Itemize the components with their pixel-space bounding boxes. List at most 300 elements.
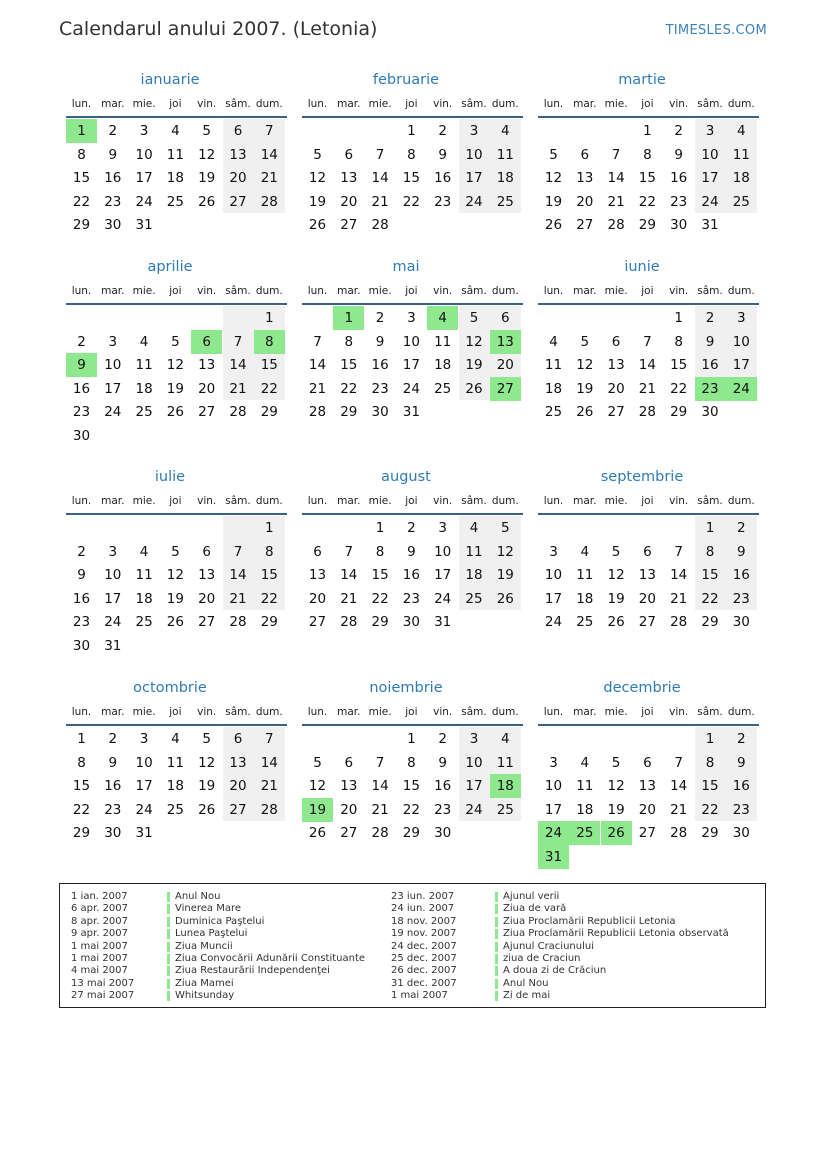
holiday-day-cell: 26 — [601, 821, 632, 845]
day-cell: 10 — [544, 567, 563, 584]
legend-holiday-name: Ziua Restaurării Independenţei — [175, 965, 330, 977]
day-cell: 21 — [670, 590, 688, 607]
day-cell: 3 — [108, 543, 118, 560]
holiday-day-cell: 23 — [695, 377, 726, 401]
day-cell: 3 — [705, 123, 715, 139]
weekday-label: mar. — [101, 706, 125, 718]
legend-holiday-name: Anul Nou — [175, 891, 221, 902]
legend-holiday-name: Duminica Paştelui — [175, 915, 265, 927]
day-cell: 21 — [229, 380, 247, 397]
day-cell: 4 — [549, 333, 558, 350]
holiday-day-cell: 24 — [726, 377, 757, 401]
day-cell: 10 — [465, 754, 483, 771]
day-cell: 9 — [375, 333, 385, 350]
day-cell: 15 — [72, 170, 91, 187]
day-cell: 7 — [344, 543, 354, 560]
day-cell: 1 — [407, 123, 416, 139]
day-cell: 15 — [260, 357, 278, 374]
day-cell: 6 — [202, 543, 211, 560]
day-cell: 26 — [465, 380, 483, 397]
day-cell: 17 — [544, 590, 563, 607]
weekday-label: dum. — [727, 98, 755, 110]
day-cell: 14 — [229, 357, 247, 374]
day-cell: 10 — [544, 778, 563, 795]
day-cell: 11 — [496, 146, 514, 163]
weekday-label: lun. — [543, 285, 564, 297]
legend-holiday-name: Ziua de vară — [503, 903, 567, 915]
day-cell: 7 — [265, 731, 274, 747]
day-cell: 3 — [108, 333, 118, 350]
day-cell: 4 — [501, 123, 510, 139]
day-cell: 10 — [135, 146, 153, 163]
day-cell: 6 — [233, 731, 243, 747]
day-cell: 18 — [496, 170, 514, 187]
day-cell: 10 — [732, 333, 750, 350]
day-cell: 10 — [104, 357, 122, 374]
day-cell: 23 — [72, 404, 91, 421]
day-cell: 17 — [732, 357, 750, 374]
day-cell: 11 — [576, 778, 594, 795]
day-cell: 30 — [371, 404, 389, 421]
day-cell: 17 — [135, 170, 153, 187]
day-cell: 10 — [701, 146, 719, 163]
day-cell: 23 — [104, 193, 122, 210]
month-header-rule — [302, 303, 523, 305]
weekday-label: vin. — [433, 285, 453, 297]
day-cell: 12 — [607, 778, 625, 795]
month-header-rule — [302, 513, 523, 515]
month-martie — [531, 72, 753, 262]
day-cell: 9 — [108, 146, 118, 163]
day-cell: 22 — [260, 380, 278, 397]
legend-date: 25 dec. 2007 — [391, 952, 457, 964]
weekday-label: mie. — [368, 706, 392, 718]
weekday-label: joi — [641, 285, 654, 297]
day-cell: 9 — [407, 543, 416, 560]
day-cell: 23 — [670, 193, 688, 210]
day-cell: 16 — [371, 357, 389, 374]
day-cell: 28 — [670, 614, 688, 631]
weekday-label: joi — [169, 98, 182, 110]
day-cell: 27 — [198, 614, 216, 631]
day-cell: 25 — [732, 193, 750, 210]
day-cell: 25 — [544, 404, 563, 421]
day-cell: 29 — [371, 614, 389, 631]
day-cell: 15 — [402, 778, 420, 795]
day-cell: 16 — [104, 170, 122, 187]
day-cell: 27 — [638, 825, 656, 842]
day-cell: 31 — [104, 638, 122, 654]
day-cell: 24 — [402, 380, 420, 397]
weekday-label: vin. — [669, 285, 689, 297]
holiday-legend — [59, 883, 766, 1008]
holiday-color-marker — [495, 904, 498, 914]
day-cell: 29 — [72, 217, 91, 234]
legend-date: 26 dec. 2007 — [391, 965, 457, 977]
weekday-label: dum. — [255, 495, 283, 507]
day-cell: 21 — [371, 193, 389, 210]
day-cell: 13 — [638, 778, 656, 795]
holiday-day-cell: 4 — [427, 306, 458, 330]
day-cell: 14 — [260, 754, 278, 771]
weekday-label: sâm. — [225, 706, 251, 718]
day-cell: 22 — [72, 193, 91, 210]
day-cell: 17 — [402, 357, 420, 374]
day-cell: 16 — [434, 778, 452, 795]
day-cell: 13 — [198, 357, 216, 374]
day-cell: 29 — [402, 825, 420, 842]
brand-link[interactable]: TIMESLES.COM — [665, 23, 767, 38]
day-cell: 1 — [674, 310, 683, 326]
day-cell: 2 — [737, 731, 746, 747]
day-cell: 20 — [576, 193, 594, 210]
day-cell: 7 — [233, 333, 243, 350]
day-cell: 3 — [407, 310, 416, 326]
weekday-label: sâm. — [697, 706, 723, 718]
day-cell: 8 — [344, 333, 354, 350]
weekday-label: mar. — [573, 285, 597, 297]
day-cell: 8 — [705, 754, 715, 771]
weekday-label: mie. — [132, 98, 156, 110]
day-cell: 18 — [434, 357, 452, 374]
day-cell: 28 — [371, 217, 389, 234]
day-cell: 20 — [308, 590, 327, 607]
weekday-label: sâm. — [697, 495, 723, 507]
legend-date: 1 mai 2007 — [391, 990, 448, 1002]
weekday-label: mie. — [132, 285, 156, 297]
day-cell: 17 — [465, 170, 483, 187]
day-cell: 13 — [340, 170, 358, 187]
weekday-label: vin. — [197, 495, 217, 507]
day-cell: 16 — [670, 170, 688, 187]
weekday-label: vin. — [669, 706, 689, 718]
month-header-rule — [302, 724, 523, 726]
day-cell: 8 — [407, 754, 416, 771]
day-cell: 25 — [496, 193, 514, 210]
day-cell: 17 — [465, 778, 483, 795]
day-cell: 18 — [135, 590, 153, 607]
legend-date: 18 nov. 2007 — [391, 915, 457, 927]
day-cell: 6 — [643, 543, 652, 560]
day-cell: 26 — [496, 590, 514, 607]
day-cell: 5 — [611, 754, 621, 771]
day-cell: 11 — [434, 333, 452, 350]
day-cell: 24 — [135, 193, 153, 210]
day-cell: 6 — [643, 754, 652, 771]
month-name: martie — [618, 72, 666, 88]
day-cell: 19 — [166, 590, 184, 607]
day-cell: 25 — [576, 614, 594, 631]
day-cell: 31 — [402, 404, 420, 421]
day-cell: 21 — [229, 590, 247, 607]
day-cell: 12 — [166, 567, 184, 584]
day-cell: 28 — [670, 825, 688, 842]
weekday-label: vin. — [669, 495, 689, 507]
day-cell: 28 — [638, 404, 656, 421]
day-cell: 10 — [135, 754, 153, 771]
day-cell: 9 — [438, 754, 447, 771]
day-cell: 23 — [434, 801, 452, 818]
day-cell: 26 — [308, 825, 327, 842]
day-cell: 31 — [701, 217, 719, 234]
day-cell: 19 — [607, 590, 625, 607]
day-cell: 22 — [260, 590, 278, 607]
day-cell: 24 — [465, 801, 483, 818]
weekday-label: mar. — [101, 98, 125, 110]
day-cell: 11 — [732, 146, 750, 163]
day-cell: 3 — [469, 731, 479, 747]
day-cell: 11 — [166, 146, 184, 163]
day-cell: 9 — [737, 543, 746, 560]
day-cell: 9 — [705, 333, 715, 350]
day-cell: 15 — [701, 778, 719, 795]
month-name: octombrie — [133, 680, 207, 696]
day-cell: 4 — [737, 123, 746, 139]
day-cell: 22 — [402, 193, 420, 210]
day-cell: 22 — [701, 801, 719, 818]
day-cell: 20 — [198, 380, 216, 397]
day-cell: 4 — [171, 123, 180, 139]
legend-holiday-name: Ziua Muncii — [175, 940, 233, 952]
day-cell: 8 — [77, 754, 86, 771]
day-cell: 9 — [438, 146, 447, 163]
holiday-color-marker — [495, 979, 498, 989]
day-cell: 16 — [732, 778, 750, 795]
month-name: decembrie — [603, 680, 681, 696]
day-cell: 26 — [607, 614, 625, 631]
weekday-label: joi — [405, 98, 418, 110]
day-cell: 10 — [104, 567, 122, 584]
holiday-day-cell: 6 — [191, 330, 222, 354]
day-cell: 9 — [737, 754, 746, 771]
holiday-color-marker — [495, 954, 498, 964]
day-cell: 20 — [607, 380, 625, 397]
day-cell: 21 — [638, 380, 656, 397]
day-cell: 13 — [607, 357, 625, 374]
day-cell: 4 — [139, 333, 149, 350]
day-cell: 11 — [166, 754, 184, 771]
day-cell: 17 — [104, 380, 122, 397]
holiday-color-marker — [495, 917, 498, 927]
day-cell: 21 — [670, 801, 688, 818]
day-cell: 17 — [104, 590, 122, 607]
legend-holiday-name: Vinerea Mare — [175, 903, 242, 915]
weekday-label: lun. — [307, 285, 328, 297]
weekday-label: sâm. — [225, 495, 251, 507]
month-februarie — [295, 72, 517, 262]
day-cell: 7 — [265, 123, 274, 139]
day-cell: 14 — [308, 357, 327, 374]
day-cell: 24 — [104, 404, 122, 421]
weekday-label: mie. — [604, 706, 628, 718]
weekday-label: mar. — [573, 495, 597, 507]
day-cell: 5 — [580, 333, 590, 350]
day-cell: 15 — [701, 567, 719, 584]
legend-holiday-name: Zi de mai — [503, 990, 551, 1002]
day-cell: 2 — [108, 731, 118, 747]
day-cell: 27 — [198, 404, 216, 421]
month-name: septembrie — [600, 469, 684, 485]
day-cell: 20 — [638, 590, 656, 607]
day-cell: 25 — [166, 801, 184, 818]
month-decembrie — [531, 680, 753, 870]
month-name: august — [381, 469, 431, 485]
legend-holiday-name: ziua de Craciun — [503, 952, 581, 964]
holiday-color-marker — [167, 917, 170, 927]
day-cell: 27 — [340, 825, 358, 842]
day-cell: 12 — [198, 146, 216, 163]
weekday-label: mar. — [337, 706, 361, 718]
weekday-label: mie. — [604, 98, 628, 110]
weekday-label: mar. — [573, 98, 597, 110]
day-cell: 28 — [229, 614, 247, 631]
holiday-color-marker — [167, 954, 170, 964]
day-cell: 10 — [465, 146, 483, 163]
day-cell: 22 — [340, 380, 358, 397]
weekday-label: joi — [405, 285, 418, 297]
day-cell: 19 — [166, 380, 184, 397]
day-cell: 24 — [544, 614, 563, 631]
legend-holiday-name: Anul Nou — [503, 977, 549, 989]
day-cell: 5 — [171, 333, 180, 350]
day-cell: 13 — [198, 567, 216, 584]
month-name: iulie — [154, 469, 186, 485]
weekday-label: lun. — [307, 98, 328, 110]
day-cell: 3 — [549, 543, 558, 560]
day-cell: 10 — [402, 333, 420, 350]
day-cell: 25 — [166, 193, 184, 210]
day-cell: 5 — [202, 731, 211, 747]
day-cell: 20 — [229, 170, 247, 187]
day-cell: 19 — [607, 801, 625, 818]
day-cell: 25 — [135, 614, 153, 631]
legend-date: 27 mai 2007 — [71, 990, 135, 1002]
day-cell: 5 — [202, 123, 211, 139]
day-cell: 1 — [407, 731, 416, 747]
weekday-label: mie. — [132, 495, 156, 507]
day-cell: 20 — [198, 590, 216, 607]
weekday-label: vin. — [433, 495, 453, 507]
day-cell: 8 — [705, 543, 715, 560]
day-cell: 15 — [638, 170, 656, 187]
weekday-label: lun. — [307, 495, 328, 507]
day-cell: 28 — [371, 825, 389, 842]
day-cell: 16 — [72, 590, 91, 607]
day-cell: 6 — [611, 333, 621, 350]
weekday-label: dum. — [727, 285, 755, 297]
day-cell: 24 — [434, 590, 452, 607]
day-cell: 1 — [375, 520, 385, 536]
day-cell: 3 — [737, 310, 746, 326]
day-cell: 30 — [732, 825, 750, 842]
day-cell: 29 — [701, 614, 719, 631]
day-cell: 19 — [308, 193, 327, 210]
legend-date: 1 mai 2007 — [71, 940, 128, 952]
weekday-label: mie. — [368, 285, 392, 297]
day-cell: 11 — [135, 567, 153, 584]
day-cell: 26 — [576, 404, 594, 421]
day-cell: 11 — [465, 543, 483, 560]
day-cell: 20 — [496, 357, 514, 374]
day-cell: 14 — [670, 567, 688, 584]
day-cell: 12 — [465, 333, 483, 350]
day-cell: 18 — [465, 567, 483, 584]
day-cell: 1 — [77, 731, 86, 747]
day-cell: 12 — [496, 543, 514, 560]
legend-date: 1 mai 2007 — [71, 952, 128, 964]
weekday-label: mie. — [368, 495, 392, 507]
holiday-day-cell: 9 — [66, 353, 97, 377]
day-cell: 4 — [469, 520, 479, 536]
day-cell: 7 — [375, 146, 385, 163]
day-cell: 12 — [308, 778, 327, 795]
day-cell: 15 — [72, 778, 91, 795]
day-cell: 10 — [434, 543, 452, 560]
day-cell: 31 — [135, 825, 153, 842]
day-cell: 31 — [434, 614, 452, 631]
day-cell: 14 — [607, 170, 625, 187]
month-name: februarie — [372, 72, 440, 88]
day-cell: 2 — [375, 310, 385, 326]
day-cell: 19 — [198, 170, 216, 187]
legend-holiday-name: Ziua Mamei — [175, 977, 234, 989]
day-cell: 4 — [139, 543, 149, 560]
weekday-label: joi — [405, 706, 418, 718]
day-cell: 3 — [139, 123, 149, 139]
weekday-label: mar. — [337, 285, 361, 297]
month-aprilie — [59, 259, 281, 449]
legend-date: 8 apr. 2007 — [71, 915, 129, 927]
day-cell: 13 — [308, 567, 327, 584]
day-cell: 1 — [643, 123, 652, 139]
day-cell: 28 — [340, 614, 358, 631]
day-cell: 12 — [576, 357, 594, 374]
weekday-label: mar. — [573, 706, 597, 718]
day-cell: 2 — [705, 310, 715, 326]
page-title: Calendarul anului 2007. (Letonia) — [59, 18, 378, 40]
day-cell: 13 — [229, 146, 247, 163]
day-cell: 23 — [402, 590, 420, 607]
day-cell: 27 — [576, 217, 594, 234]
day-cell: 7 — [674, 543, 683, 560]
day-cell: 7 — [313, 333, 322, 350]
day-cell: 20 — [340, 801, 358, 818]
month-name: iunie — [624, 259, 660, 275]
day-cell: 6 — [313, 543, 322, 560]
day-cell: 2 — [674, 123, 683, 139]
day-cell: 6 — [344, 754, 354, 771]
month-header-rule — [538, 303, 759, 305]
day-cell: 14 — [638, 357, 656, 374]
day-cell: 31 — [135, 217, 153, 234]
day-cell: 26 — [166, 614, 184, 631]
day-cell: 29 — [340, 404, 358, 421]
day-cell: 9 — [108, 754, 118, 771]
legend-holiday-name: Ajunul verii — [503, 891, 560, 902]
day-cell: 23 — [371, 380, 389, 397]
weekday-label: dum. — [491, 285, 519, 297]
month-header-rule — [66, 513, 287, 515]
day-cell: 14 — [371, 778, 389, 795]
day-cell: 4 — [580, 754, 590, 771]
weekday-label: joi — [169, 285, 182, 297]
weekday-label: joi — [641, 98, 654, 110]
day-cell: 27 — [229, 801, 247, 818]
day-cell: 20 — [638, 801, 656, 818]
day-cell: 3 — [438, 520, 447, 536]
weekday-label: dum. — [727, 706, 755, 718]
day-cell: 22 — [72, 801, 91, 818]
